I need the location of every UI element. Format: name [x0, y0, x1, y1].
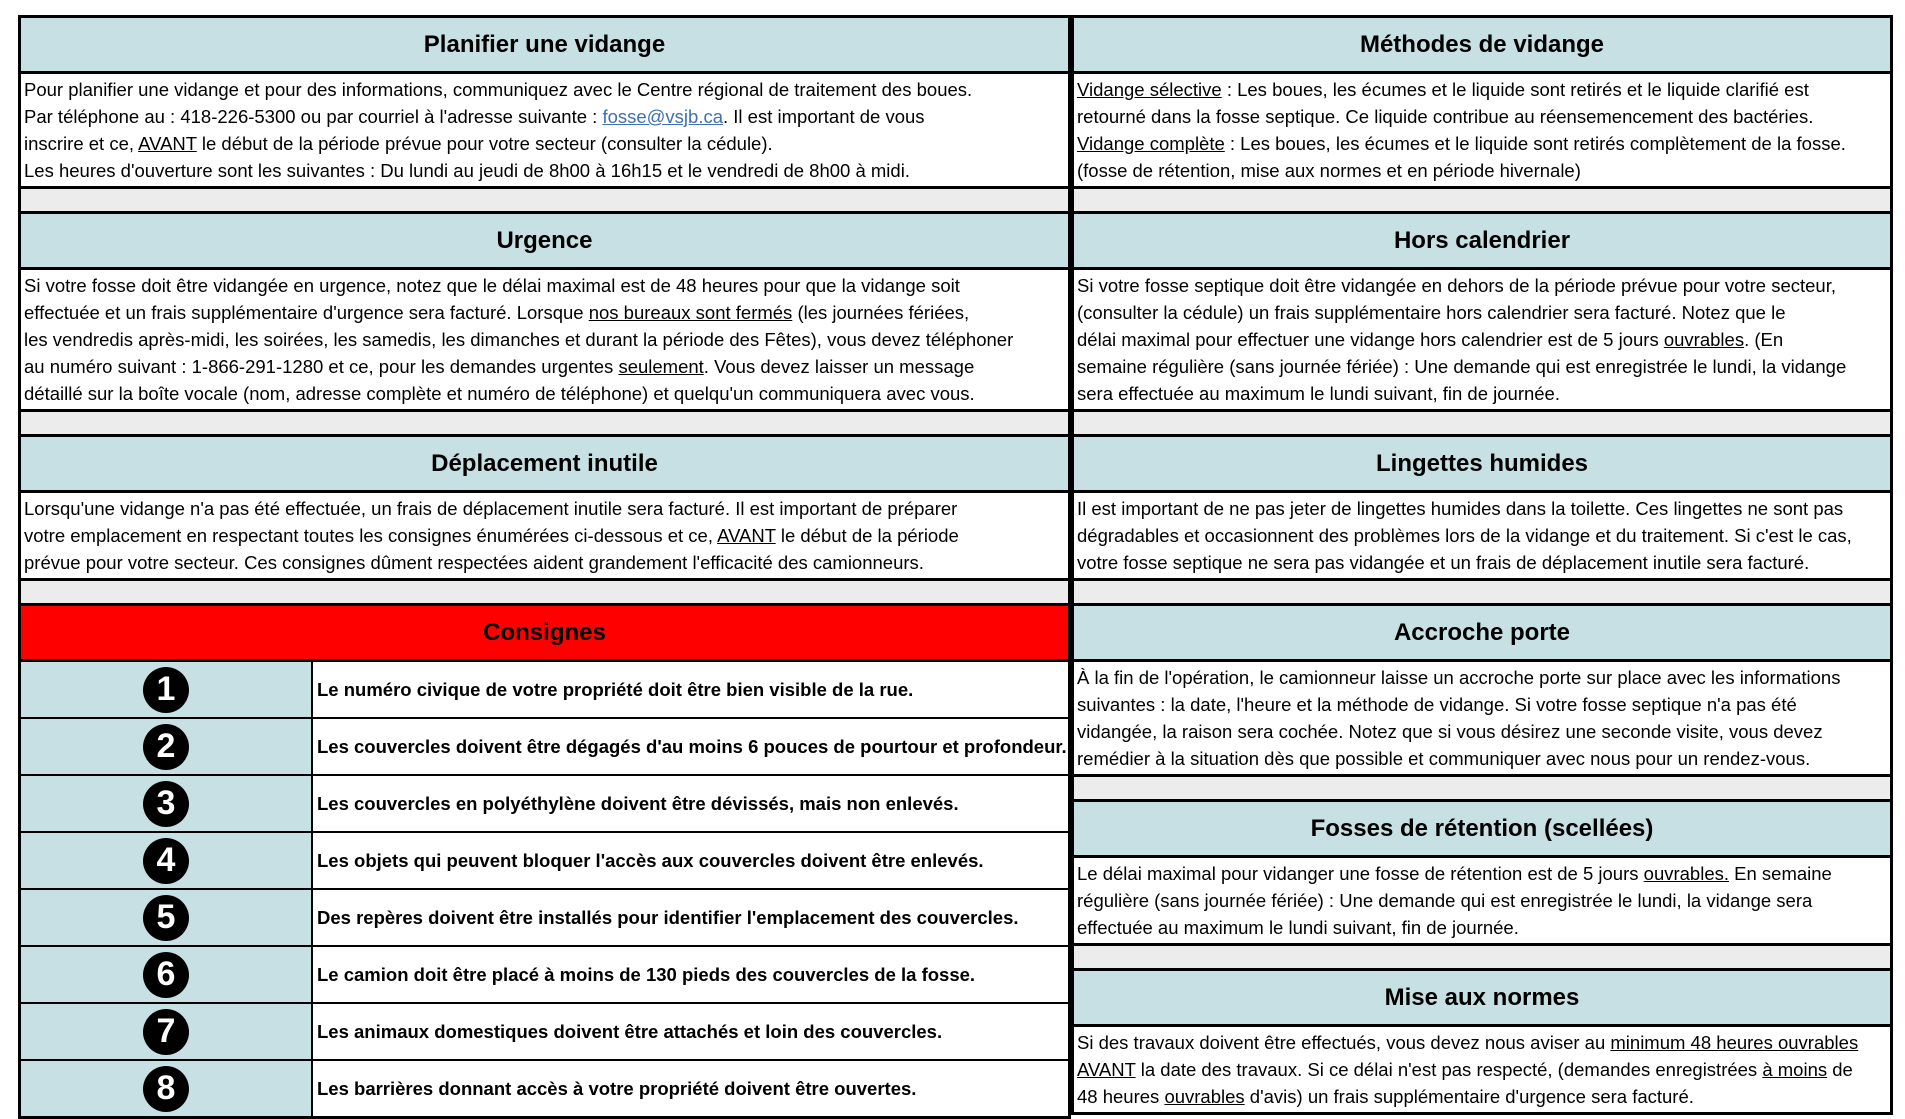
consigne-text: Les barrières donnant accès à votre propriété doivent être ouvertes.	[313, 1061, 1068, 1116]
hors-body: Si votre fosse septique doit être vidangée en dehors de la période prévue pour votre secteur, (consulter la cédule) un frais supplémentaire hors calendrier sera facturé. Notez que le délai maximal pour effectuer une vidange hors calendrier est de 5 jours ouvrables. (En semaine régulière (sans journée fériée) : Une demande qui est enregistrée le lundi, la vidange sera effectuée au maximum le lundi suivant, fin de journée.	[1074, 270, 1890, 409]
lingettes-section	[1071, 434, 1893, 581]
number-badge-icon: 2	[143, 724, 189, 770]
spacer	[1071, 777, 1893, 799]
consignes-title: Consignes	[21, 606, 1068, 662]
consigne-number-cell	[21, 662, 313, 717]
consigne-text: Les objets qui peuvent bloquer l'accès aux couvercles doivent être enlevés.	[313, 833, 1068, 888]
methodes-section	[1071, 15, 1893, 189]
deplacement-title: Déplacement inutile	[21, 437, 1068, 493]
number-badge-icon: 5	[143, 895, 189, 941]
planifier-section	[18, 15, 1071, 189]
accroche-body: À la fin de l'opération, le camionneur laisse un accroche porte sur place avec les informations suivantes : la date, l'heure et la méthode de vidange. Si votre fosse septique n'a pas été vidangée, la raison sera cochée. Notez que si vous désirez une seconde visite, vous devez remédier à la situation dès que possible et communiquer avec nous pour un rendez-vous.	[1074, 662, 1890, 774]
retention-title: Fosses de rétention (scellées)	[1074, 802, 1890, 858]
spacer	[18, 412, 1071, 434]
consigne-number-cell	[21, 833, 313, 888]
consigne-number-cell	[21, 1061, 313, 1116]
consigne-row	[21, 1002, 1068, 1059]
consigne-row	[21, 662, 1068, 717]
normes-section	[1071, 968, 1893, 1115]
spacer	[1071, 946, 1893, 968]
consignes-list	[21, 662, 1068, 1116]
deplacement-section	[18, 434, 1071, 581]
consignes-section	[18, 603, 1071, 1119]
left-column	[18, 15, 1071, 1119]
retention-body: Le délai maximal pour vidanger une fosse de rétention est de 5 jours ouvrables. En semaine régulière (sans journée fériée) : Une demande qui est enregistrée le lundi, la vidange sera effectuée au maximum le lundi suivant, fin de journée.	[1074, 858, 1890, 943]
email-link[interactable]: fosse@vsjb.ca	[602, 106, 724, 127]
consigne-row	[21, 774, 1068, 831]
number-badge-icon: 7	[143, 1009, 189, 1055]
consigne-text: Le camion doit être placé à moins de 130 pieds des couvercles de la fosse.	[313, 947, 1068, 1002]
consigne-text: Des repères doivent être installés pour identifier l'emplacement des couvercles.	[313, 890, 1068, 945]
retention-section	[1071, 799, 1893, 946]
accroche-title: Accroche porte	[1074, 606, 1890, 662]
consigne-row	[21, 831, 1068, 888]
methodes-title: Méthodes de vidange	[1074, 18, 1890, 74]
planifier-body: Pour planifier une vidange et pour des informations, communiquez avec le Centre régional de traitement des boues. Par téléphone au : 418-226-5300 ou par courriel à l'adresse suivante : fosse@vsjb.ca. Il est important de vous inscrire et ce, AVANT le début de la période prévue pour votre secteur (consulter la cédule). Les heures d'ouverture sont les suivantes : Du lundi au jeudi de 8h00 à 16h15 et le vendredi de 8h00 à midi.	[21, 74, 1068, 186]
spacer	[1071, 412, 1893, 434]
consigne-number-cell	[21, 947, 313, 1002]
spacer	[18, 189, 1071, 211]
consigne-row	[21, 717, 1068, 774]
consigne-text: Les couvercles doivent être dégagés d'au moins 6 pouces de pourtour et profondeur.	[313, 719, 1068, 774]
accroche-section	[1071, 603, 1893, 777]
urgence-title: Urgence	[21, 214, 1068, 270]
consigne-number-cell	[21, 1004, 313, 1059]
normes-title: Mise aux normes	[1074, 971, 1890, 1027]
consigne-number-cell	[21, 719, 313, 774]
number-badge-icon: 8	[143, 1066, 189, 1112]
spacer	[18, 581, 1071, 603]
spacer	[1071, 189, 1893, 211]
consigne-row	[21, 888, 1068, 945]
deplacement-body: Lorsqu'une vidange n'a pas été effectuée, un frais de déplacement inutile sera facturé. Il est important de préparer votre emplacement en respectant toutes les consignes énumérées ci-dessous et ce, AVANT le début de la période prévue pour votre secteur. Ces consignes dûment respectées aident grandement l'efficacité des camionneurs.	[21, 493, 1068, 578]
consigne-text: Les couvercles en polyéthylène doivent être dévissés, mais non enlevés.	[313, 776, 1068, 831]
number-badge-icon: 6	[143, 952, 189, 998]
urgence-section	[18, 211, 1071, 412]
consigne-number-cell	[21, 776, 313, 831]
lingettes-body: Il est important de ne pas jeter de lingettes humides dans la toilette. Ces lingettes ne sont pas dégradables et occasionnent des problèmes lors de la vidange et du traitement. Si c'est le cas, votre fosse septique ne sera pas vidangée et un frais de déplacement inutile sera facturé.	[1074, 493, 1890, 578]
consigne-text: Les animaux domestiques doivent être attachés et loin des couvercles.	[313, 1004, 1068, 1059]
methodes-body: Vidange sélective : Les boues, les écumes et le liquide sont retirés et le liquide clarifié est retourné dans la fosse septique. Ce liquide contribue au réensemencement des bactéries. Vidange complète : Les boues, les écumes et le liquide sont retirés complètement de la fosse. (fosse de rétention, mise aux normes et en période hivernale)	[1074, 74, 1890, 186]
consigne-row	[21, 1059, 1068, 1116]
hors-section	[1071, 211, 1893, 412]
consigne-number-cell	[21, 890, 313, 945]
right-column	[1071, 15, 1893, 1115]
urgence-body: Si votre fosse doit être vidangée en urgence, notez que le délai maximal est de 48 heures pour que la vidange soit effectuée et un frais supplémentaire d'urgence sera facturé. Lorsque nos bureaux sont fermés (les journées fériées, les vendredis après-midi, les soirées, les samedis, les dimanches et durant la période des Fêtes), vous devez téléphoner au numéro suivant : 1-866-291-1280 et ce, pour les demandes urgentes seulement. Vous devez laisser un message détaillé sur la boîte vocale (nom, adresse complète et numéro de téléphone) et quelqu'un communiquera avec vous.	[21, 270, 1068, 409]
hors-title: Hors calendrier	[1074, 214, 1890, 270]
number-badge-icon: 4	[143, 838, 189, 884]
lingettes-title: Lingettes humides	[1074, 437, 1890, 493]
consigne-text: Le numéro civique de votre propriété doit être bien visible de la rue.	[313, 662, 1068, 717]
consigne-row	[21, 945, 1068, 1002]
spacer	[1071, 581, 1893, 603]
number-badge-icon: 1	[143, 667, 189, 713]
number-badge-icon: 3	[143, 781, 189, 827]
normes-body: Si des travaux doivent être effectués, vous devez nous aviser au minimum 48 heures ouvrables AVANT la date des travaux. Si ce délai n'est pas respecté, (demandes enregistrées à moins de 48 heures ouvrables d'avis) un frais supplémentaire d'urgence sera facturé.	[1074, 1027, 1890, 1112]
planifier-title: Planifier une vidange	[21, 18, 1068, 74]
